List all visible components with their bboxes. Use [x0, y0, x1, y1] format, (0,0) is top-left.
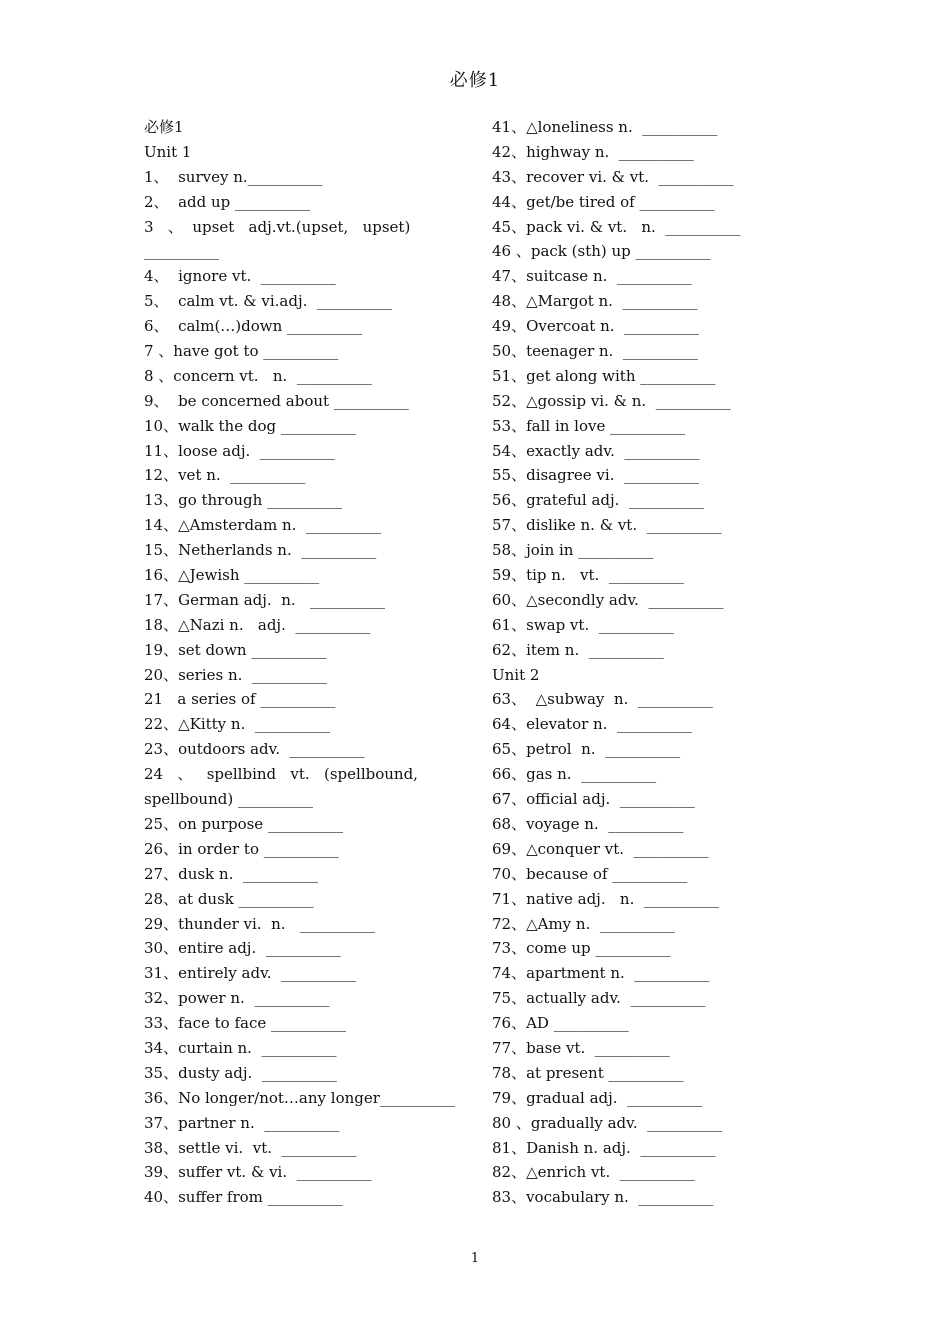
vocab-item: 58、join in __________: [492, 541, 654, 560]
vocab-item: 16、△Jewish __________: [144, 566, 320, 585]
vocab-item: 30、entire adj. __________: [144, 939, 341, 958]
vocab-item: 48、△Margot n. __________: [492, 292, 698, 311]
vocab-item: 81、Danish n. adj. __________: [492, 1138, 716, 1157]
vocab-item: 27、dusk n. __________: [144, 864, 318, 883]
vocab-item: 6、 calm(…)down __________: [144, 317, 363, 336]
vocab-item: 32、power n. __________: [144, 989, 330, 1008]
vocab-item: 9、 be concerned about __________: [144, 391, 409, 410]
vocab-item: 62、item n. __________: [492, 640, 664, 659]
vocab-item: 77、base vt. __________: [492, 1038, 670, 1057]
left-column: [144, 115, 484, 1210]
vocab-item: 5、 calm vt. & vi.adj. __________: [144, 292, 392, 311]
vocab-item: 44、get/be tired of __________: [492, 192, 715, 211]
vocab-item: 67、official adj. __________: [492, 790, 695, 809]
vocab-item: 46 、pack (sth) up __________: [492, 242, 711, 261]
vocab-item: 83、vocabulary n. __________: [492, 1188, 714, 1207]
vocab-item: 12、vet n. __________: [144, 466, 306, 485]
vocab-item: 40、suffer from __________: [144, 1188, 343, 1207]
vocab-item: 42、highway n. __________: [492, 142, 694, 161]
vocab-item: 60、△secondly adv. __________: [492, 590, 724, 609]
vocab-item: 80 、gradually adv. __________: [492, 1113, 723, 1132]
vocab-item: 79、gradual adj. __________: [492, 1088, 703, 1107]
vocab-item: 63、 △subway n. __________: [492, 690, 713, 709]
vocab-item: 82、△enrich vt. __________: [492, 1163, 695, 1182]
vocab-item: 37、partner n. __________: [144, 1113, 340, 1132]
vocab-item: 35、dusty adj. __________: [144, 1063, 337, 1082]
vocab-item: 34、curtain n. __________: [144, 1038, 337, 1057]
vocab-item: 1、 survey n.__________: [144, 167, 323, 186]
vocab-item: 18、△Nazi n. adj. __________: [144, 615, 371, 634]
vocab-item: 52、△gossip vi. & n. __________: [492, 391, 731, 410]
vocab-item: 51、get along with __________: [492, 366, 716, 385]
vocab-item: 4、 ignore vt. __________: [144, 267, 336, 286]
vocab-item: 75、actually adv. __________: [492, 989, 706, 1008]
vocab-item-continuation: spellbound) __________: [144, 790, 313, 809]
vocab-item: 36、No longer/not…any longer__________: [144, 1088, 455, 1107]
vocab-item: 61、swap vt. __________: [492, 615, 674, 634]
vocab-item: 45、pack vi. & vt. n. __________: [492, 217, 741, 236]
vocab-item: 20、series n. __________: [144, 665, 327, 684]
vocab-item: 28、at dusk __________: [144, 889, 314, 908]
vocab-item: 13、go through __________: [144, 491, 343, 510]
vocab-item: 24 、 spellbind vt. (spellbound,: [144, 765, 418, 784]
vocab-item: 2、 add up __________: [144, 192, 311, 211]
vocab-item: 69、△conquer vt. __________: [492, 839, 709, 858]
vocab-item: 55、disagree vi. __________: [492, 466, 699, 485]
unit-heading: Unit 2: [492, 665, 540, 684]
vocab-item: 74、apartment n. __________: [492, 964, 710, 983]
vocab-item: 22、△Kitty n. __________: [144, 715, 330, 734]
vocab-item: 65、petrol n. __________: [492, 740, 681, 759]
vocab-item: 29、thunder vi. n. __________: [144, 914, 375, 933]
vocab-item: 41、△loneliness n. __________: [492, 118, 718, 136]
vocab-item: 71、native adj. n. __________: [492, 889, 719, 908]
vocab-item: 50、teenager n. __________: [492, 342, 698, 361]
section-heading: 必修1: [144, 118, 184, 136]
vocab-item: 38、settle vi. vt. __________: [144, 1138, 357, 1157]
vocab-item: 25、on purpose __________: [144, 814, 343, 833]
vocab-item: 70、because of __________: [492, 864, 688, 883]
vocab-item: 73、come up __________: [492, 939, 671, 958]
vocab-item: 78、at present __________: [492, 1063, 684, 1082]
vocab-item: 53、fall in love __________: [492, 416, 686, 435]
vocab-item: 76、AD __________: [492, 1014, 629, 1033]
vocab-item: 56、grateful adj. __________: [492, 491, 704, 510]
vocab-item: 57、dislike n. & vt. __________: [492, 516, 722, 535]
vocab-item: 17、German adj. n. __________: [144, 590, 385, 609]
vocab-item: 39、suffer vt. & vi. __________: [144, 1163, 372, 1182]
vocab-item: 68、voyage n. __________: [492, 814, 684, 833]
page-number: 1: [470, 1251, 480, 1266]
vocab-item: 33、face to face __________: [144, 1014, 346, 1033]
vocab-item: 7 、have got to __________: [144, 342, 339, 361]
unit-heading: Unit 1: [144, 142, 192, 161]
vocab-item: 15、Netherlands n. __________: [144, 541, 377, 560]
vocab-item: 66、gas n. __________: [492, 765, 657, 784]
vocab-item: 19、set down __________: [144, 640, 327, 659]
vocab-item: 43、recover vi. & vt. __________: [492, 167, 734, 186]
vocab-item: 26、in order to __________: [144, 839, 339, 858]
vocab-item: 72、△Amy n. __________: [492, 914, 675, 933]
vocab-item: 21 a series of __________: [144, 690, 336, 709]
vocab-item: 23、outdoors adv. __________: [144, 740, 365, 759]
vocab-item: 8 、concern vt. n. __________: [144, 366, 372, 385]
vocab-item: 59、tip n. vt. __________: [492, 566, 684, 585]
vocab-item: 64、elevator n. __________: [492, 715, 693, 734]
vocab-item: 11、loose adj. __________: [144, 441, 335, 460]
vocab-item: 47、suitcase n. __________: [492, 267, 692, 286]
vocab-item-continuation: __________: [144, 242, 219, 261]
vocab-item: 3 、 upset adj.vt.(upset, upset): [144, 217, 411, 236]
vocab-item: 10、walk the dog __________: [144, 416, 356, 435]
vocab-item: 14、△Amsterdam n. __________: [144, 516, 381, 535]
right-column: [492, 115, 832, 1210]
vocab-item: 54、exactly adv. __________: [492, 441, 700, 460]
vocab-item: 49、Overcoat n. __________: [492, 317, 700, 336]
vocab-item: 31、entirely adv. __________: [144, 964, 357, 983]
page-title: 必修1: [449, 70, 501, 91]
